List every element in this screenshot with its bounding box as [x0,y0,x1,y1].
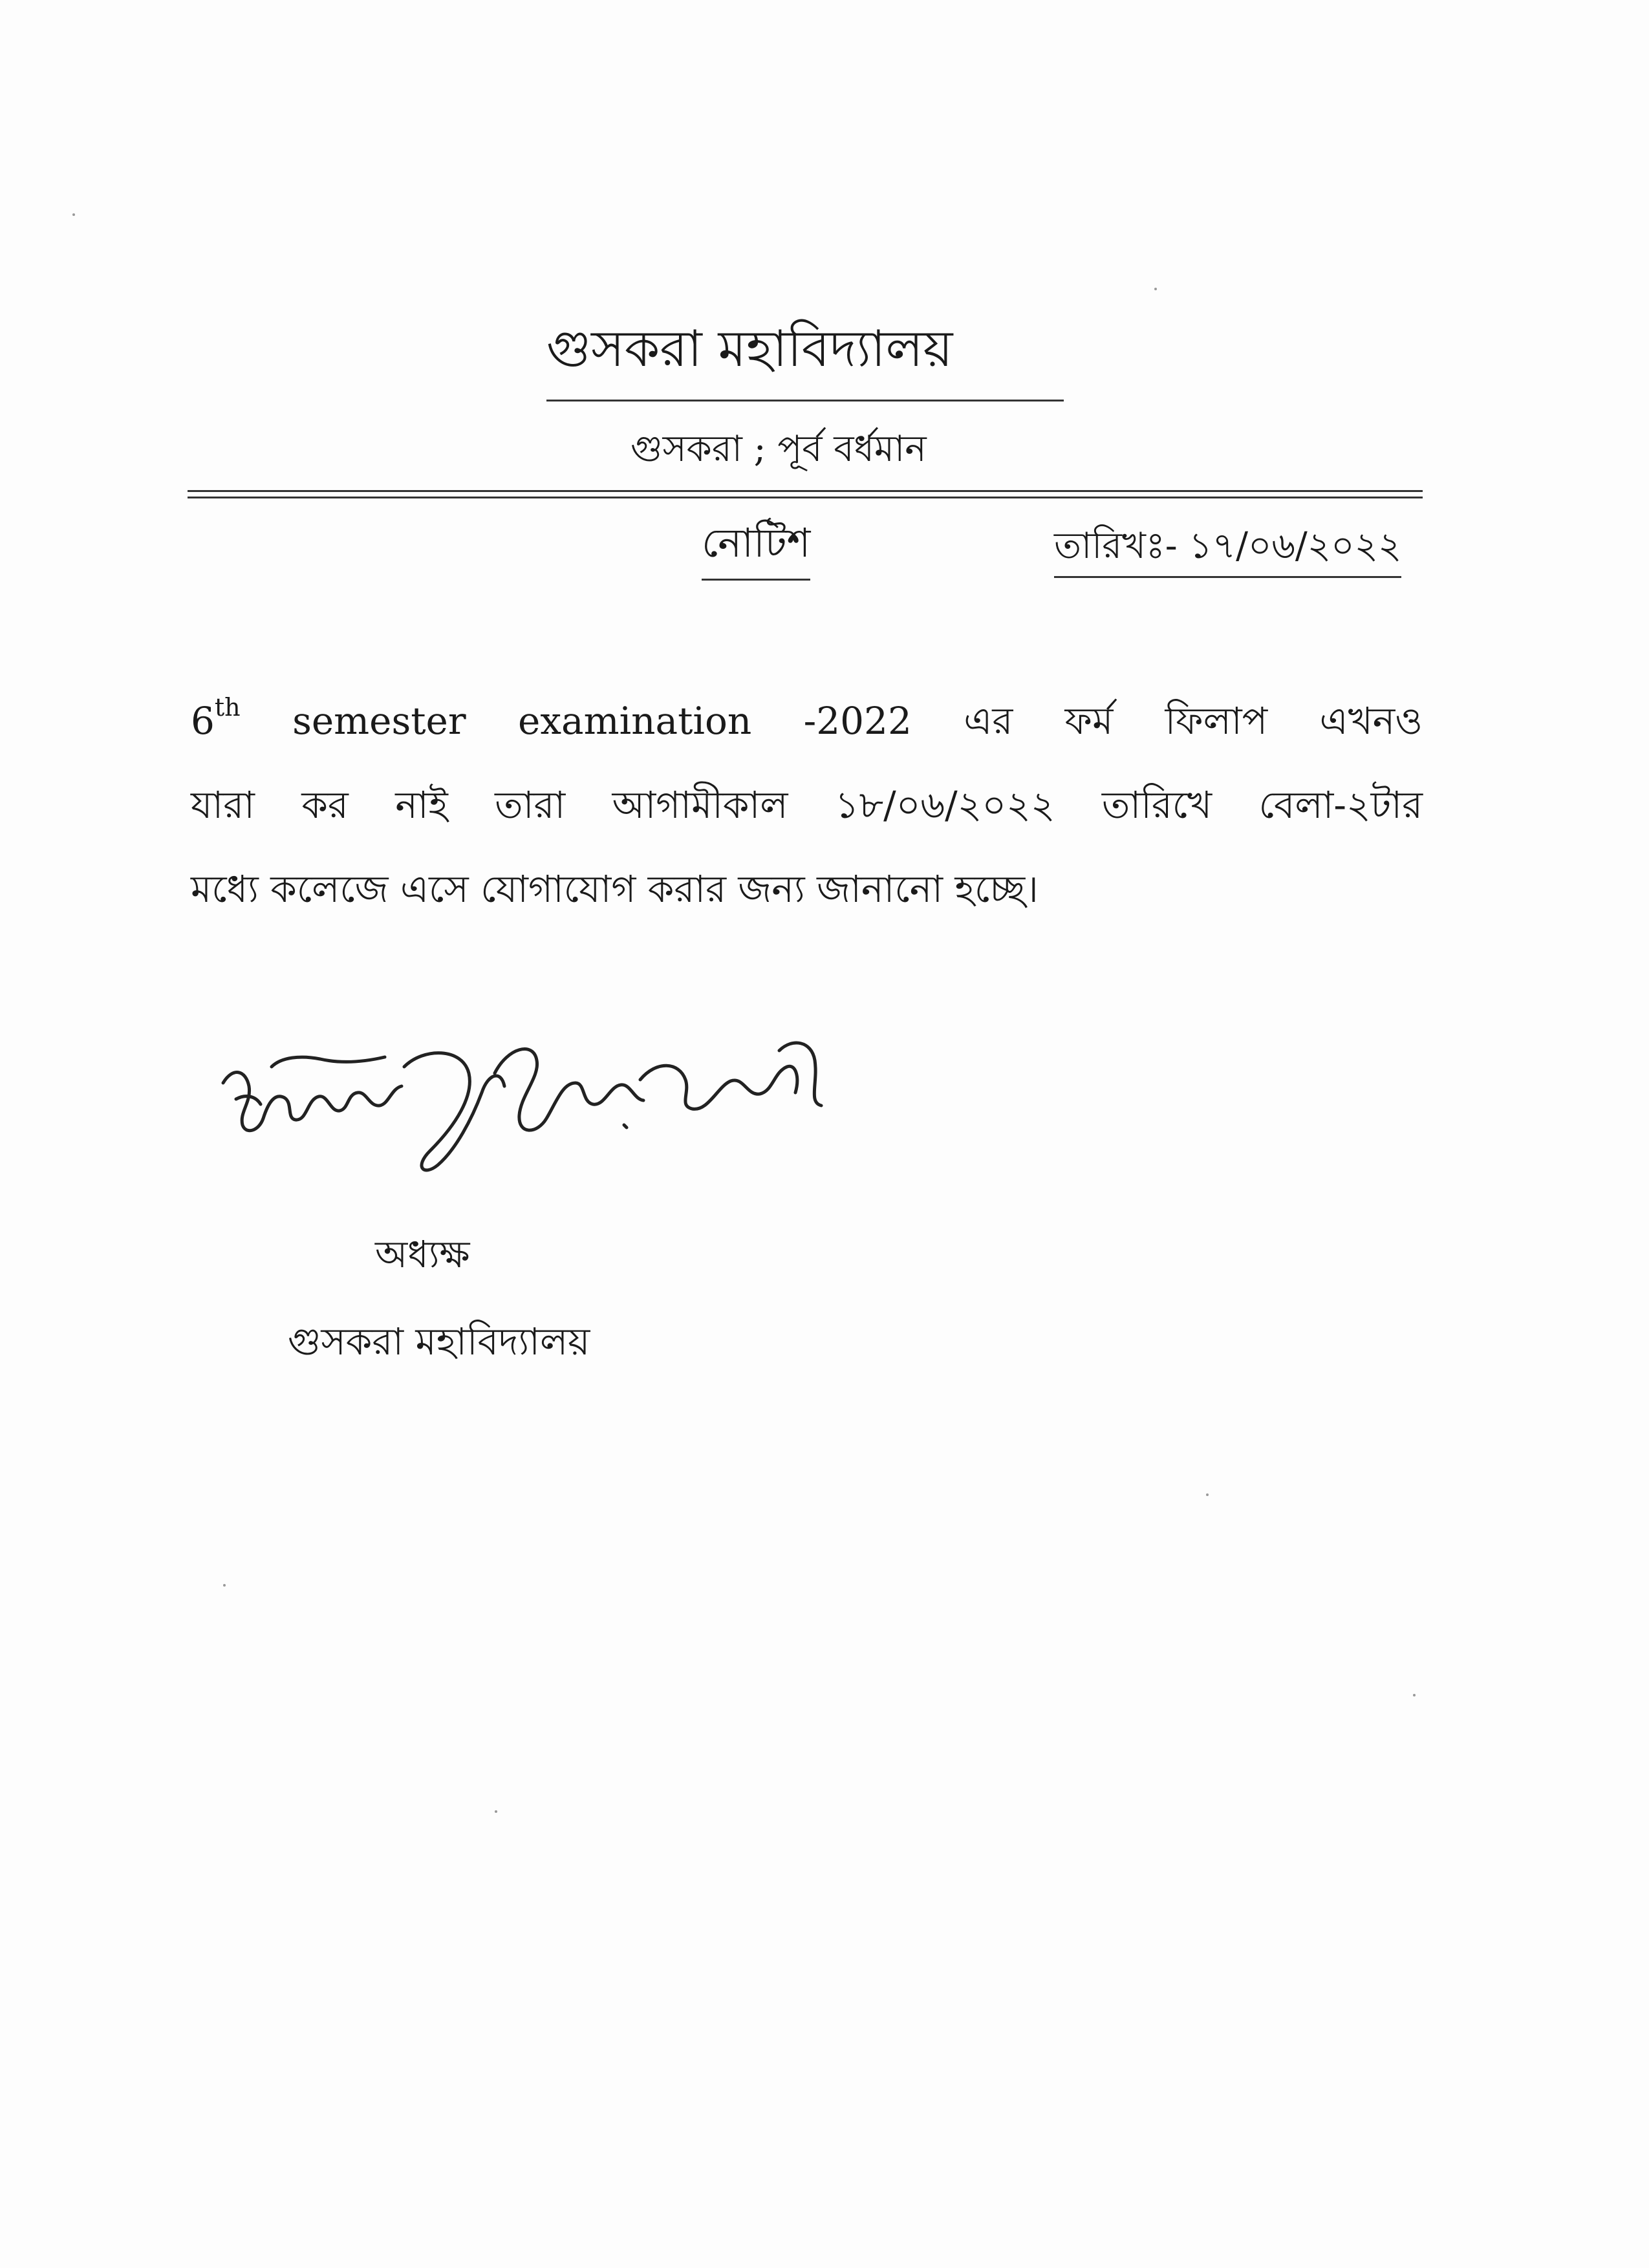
notice-heading: নোটিশ [702,514,810,581]
paper-speck [1206,1493,1209,1496]
title-underline [546,400,1064,401]
college-title: গুসকরা মহাবিদ্যালয় [546,320,953,378]
college-address: গুসকরা ; পূর্ব বর্ধমান [630,428,927,470]
semester-ordinal-suffix: th [214,693,241,722]
body-line-2: যারা কর নাই তারা আগামীকাল ১৮/০৬/২০২২ তারিখে বেলা-২টার [191,783,1423,827]
signatory-college: গুসকরা মহাবিদ্যালয় [288,1320,590,1364]
paper-speck [72,213,75,216]
body-line-1-text: semester examination -2022 এর ফর্ম ফিলাপ এখনও [240,699,1423,743]
semester-number: 6 [191,699,215,743]
paper-speck [1154,288,1157,290]
principal-signature [210,1022,844,1215]
paper-speck [1413,1694,1416,1696]
paper-speck [495,1810,497,1813]
paper-speck [223,1584,226,1587]
notice-date: তারিখঃ- ১৭/০৬/২০২২ [1054,520,1401,578]
signatory-designation: অধ্যক্ষ [375,1232,470,1276]
body-line-1 [191,679,1423,763]
header-divider-bottom [188,497,1423,498]
notice-body [191,679,1423,931]
header-divider-top [188,490,1423,492]
body-line-3: মধ্যে কলেজে এসে যোগাযোগ করার জন্য জানানো হচ্ছে। [191,867,1039,911]
